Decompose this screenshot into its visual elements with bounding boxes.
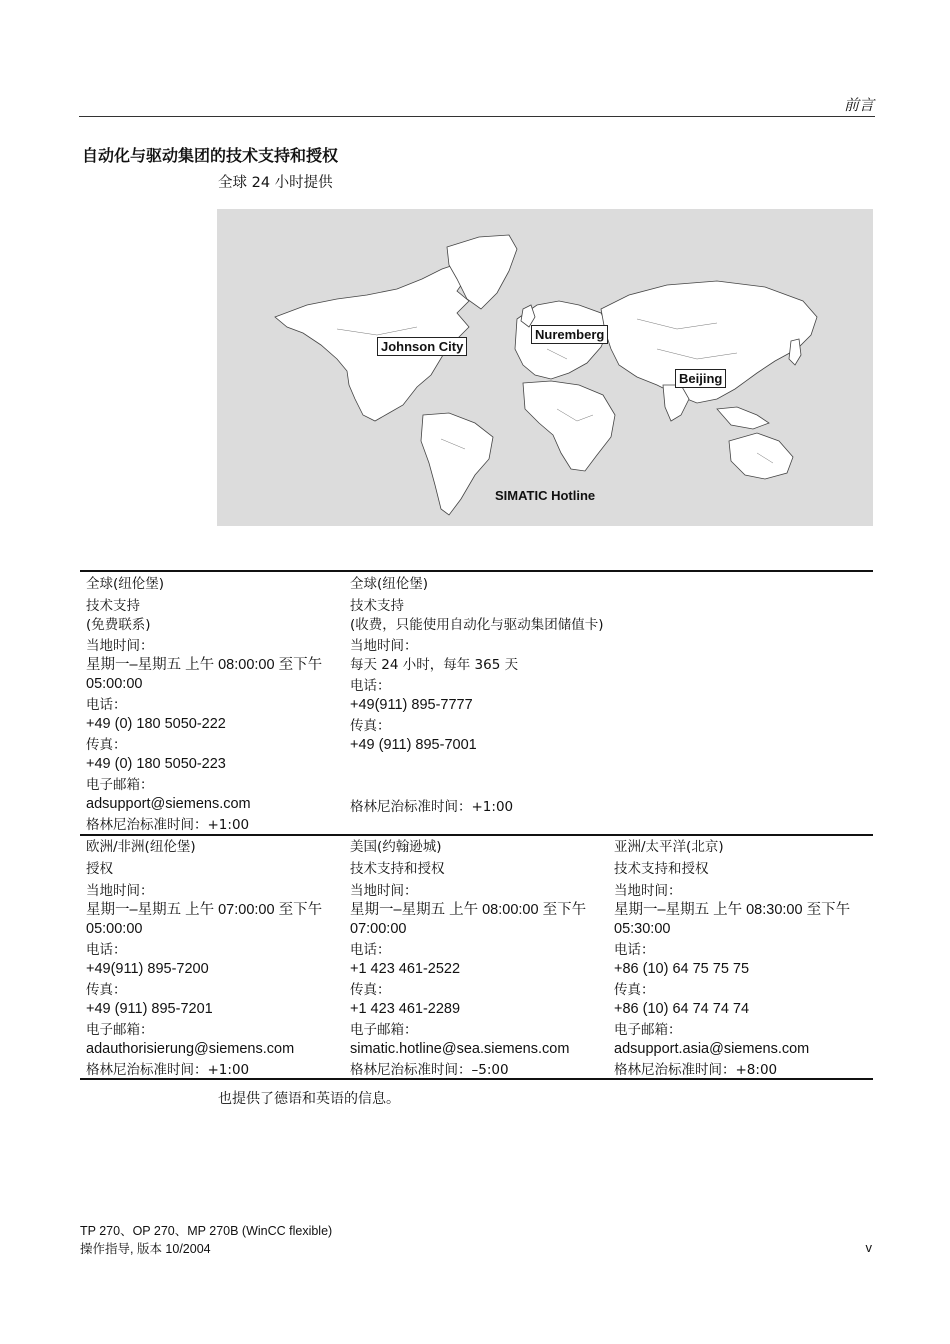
phone-value: +86 (10) 64 75 75 75 [614,961,750,977]
fax-label: 传真： [614,982,655,998]
gmt-offset: 格林尼治标准时间：+1:00 [86,1062,250,1078]
city-label-beijing: Beijing [675,369,726,388]
city-label-johnson-city: Johnson City [377,337,467,356]
service-note: (免费联系) [86,617,151,633]
email-link[interactable]: adauthorisierung@siemens.com [86,1041,295,1057]
phone-label: 电话： [614,942,655,958]
map-caption: SIMATIC Hotline [495,488,596,503]
fax-label: 传真： [350,982,391,998]
hours-value: 每天 24 小时，每年 365 天 [350,657,519,673]
southeast-asia-shape [717,407,769,429]
table-row [80,570,873,834]
hours-label: 当地时间： [86,638,154,654]
footer [80,1222,332,1258]
header-rule [79,116,875,117]
service-label: 授权 [86,861,113,877]
service-label: 技术支持和授权 [614,861,709,877]
australia-shape [729,433,793,479]
fax-label: 传真： [86,982,127,998]
email-label: 电子邮箱： [86,1022,154,1038]
fax-value: +1 423 461-2289 [350,1001,461,1017]
gmt-offset: 格林尼治标准时间：–5:00 [350,1062,509,1078]
section-label: 前言 [843,96,874,114]
hours-label: 当地时间： [350,638,418,654]
phone-label: 电话： [86,942,127,958]
region-label: 欧洲/非洲(纽伦堡) [86,839,196,855]
email-link[interactable]: adsupport@siemens.com [86,796,251,812]
hours-value: 星期一–星期五 上午 08:00:00 至下午 05:00:00 [86,657,323,692]
region-label: 全球(纽伦堡) [86,576,165,592]
phone-label: 电话： [350,678,391,694]
hours-value: 星期一–星期五 上午 08:00:00 至下午 07:00:00 [350,902,587,937]
fax-value: +49 (0) 180 5050-223 [86,756,226,772]
page-number: v [865,1240,872,1255]
phone-value: +1 423 461-2522 [350,961,461,977]
table-cell [86,838,336,1080]
language-note: 也提供了德语和英语的信息。 [218,1091,400,1107]
table-cell [86,575,336,835]
email-label: 电子邮箱： [86,777,154,793]
fax-label: 传真： [86,737,127,753]
phone-value: +49 (0) 180 5050-222 [86,716,226,732]
fax-label: 传真： [350,718,391,734]
world-map [217,209,873,526]
table-cell [350,575,850,817]
email-link[interactable]: simatic.hotline@sea.siemens.com [350,1041,570,1057]
hours-value: 星期一–星期五 上午 08:30:00 至下午 05:30:00 [614,902,851,937]
africa-shape [523,381,615,471]
footer-doc-version: 操作指导, 版本 10/2004 [80,1242,211,1256]
japan-shape [789,339,801,365]
region-label: 全球(纽伦堡) [350,576,429,592]
fax-value: +49 (911) 895-7001 [350,737,477,753]
hours-label: 当地时间： [86,883,154,899]
table-cell [614,838,864,1080]
gmt-offset: 格林尼治标准时间：+1:00 [86,817,250,833]
phone-value: +49(911) 895-7200 [86,961,209,977]
table-row [80,834,873,1080]
region-label: 美国(约翰逊城) [350,839,442,855]
email-label: 电子邮箱： [614,1022,682,1038]
footer-product: TP 270、OP 270、MP 270B (WinCC flexible) [80,1224,333,1238]
subtitle: 全球 24 小时提供 [218,175,333,191]
service-label: 技术支持 [86,598,140,614]
service-label: 技术支持和授权 [350,861,445,877]
south-america-shape [421,413,493,515]
email-link[interactable]: adsupport.asia@siemens.com [614,1041,810,1057]
phone-label: 电话： [350,942,391,958]
world-map-graphic [217,209,873,526]
service-note: (收费，只能使用自动化与驱动集团储值卡) [350,617,604,633]
gmt-offset: 格林尼治标准时间：+8:00 [614,1062,778,1078]
fax-value: +49 (911) 895-7201 [86,1001,213,1017]
hours-value: 星期一–星期五 上午 07:00:00 至下午 05:00:00 [86,902,323,937]
city-label-nuremberg: Nuremberg [531,325,608,344]
email-label: 电子邮箱： [350,1022,418,1038]
phone-value: +49(911) 895-7777 [350,697,473,713]
service-label: 技术支持 [350,598,404,614]
phone-label: 电话： [86,697,127,713]
table-cell [350,838,612,1080]
gmt-offset: 格林尼治标准时间：+1:00 [350,799,514,815]
region-label: 亚洲/太平洋(北京) [614,839,724,855]
hours-label: 当地时间： [614,883,682,899]
hours-label: 当地时间： [350,883,418,899]
page-title: 自动化与驱动集团的技术支持和授权 [82,146,339,165]
fax-value: +86 (10) 64 74 74 74 [614,1001,750,1017]
support-contacts-table [80,570,873,1080]
